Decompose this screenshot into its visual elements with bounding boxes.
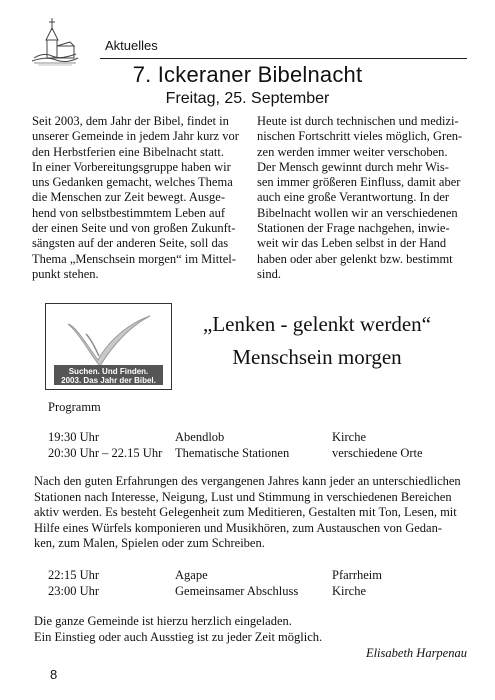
text-line: den Herbstferien eine Bibelnacht statt. <box>32 144 224 159</box>
text-line: Thema „Menschsein morgen“ im Mittel- <box>32 251 236 266</box>
motto-line-2: Menschsein morgen <box>232 345 402 369</box>
article-subtitle: Freitag, 25. September <box>165 90 330 107</box>
text-line: uns Gedanken gemacht, welches Thema <box>32 175 233 190</box>
text-line: sen immer größeren Einfluss, damit aber <box>257 175 461 190</box>
schedule-row <box>48 568 468 584</box>
text-line: Nach den guten Erfahrungen des vergangenen Jahres kann jeder an unterschiedlichen <box>34 474 461 488</box>
text-line: aktiv werden. Es besteht Gelegenheit zum Meditieren, Gestalten mit Ton, Lesen, mit <box>34 505 457 519</box>
bible-year-badge <box>45 303 172 390</box>
text-line: Ein Einstieg oder auch Ausstieg ist zu jeder Zeit möglich. <box>34 629 323 644</box>
text-line: Bibelnacht wollen wir an verschiedenen <box>257 205 458 220</box>
schedule-time: 19:30 Uhr <box>48 430 100 444</box>
schedule-activity: Thematische Stationen <box>175 445 290 460</box>
schedule-place: Kirche <box>332 430 367 444</box>
schedule-place: Pfarrheim <box>332 568 382 582</box>
text-line: zen werden immer weiter verschoben. <box>257 144 448 159</box>
schedule-activity: Agape <box>175 568 208 582</box>
intro-column-right <box>257 114 470 282</box>
program-heading: Programm <box>48 400 101 414</box>
text-line: ken, zum Malen, Spielen oder zum Schreiben. <box>34 536 265 550</box>
section-label: Aktuelles <box>105 38 158 53</box>
schedule-place: Kirche <box>332 583 367 598</box>
intro-column-left <box>32 114 246 282</box>
badge-line-1: Suchen. Und Finden. <box>68 367 149 376</box>
text-line: sind. <box>257 266 281 281</box>
schedule-row <box>48 446 468 462</box>
schedule-time: 22:15 Uhr <box>48 568 100 582</box>
text-line: sängsten auf der anderen Seite, soll das <box>32 236 229 251</box>
schedule-time: 23:00 Uhr <box>48 583 100 598</box>
schedule-row <box>48 584 468 600</box>
schedule-block-2 <box>48 568 468 602</box>
page-number: 8 <box>50 667 58 682</box>
text-line: weit wir das Leben selbst in der Hand <box>257 236 447 251</box>
schedule-activity: Gemeinsamer Abschluss <box>175 583 299 598</box>
schedule-row <box>48 430 468 446</box>
text-line: Stationen nach Interesse, Neigung, Lust und Stimmung in verschiedenen Bereichen <box>34 489 452 504</box>
text-line: In einer Vorbereitungsgruppe haben wir <box>32 159 231 174</box>
schedule-time: 20:30 Uhr – 22.15 Uhr <box>48 445 163 460</box>
schedule-block-1 <box>48 430 468 464</box>
text-line: unserer Gemeinde in jedem Jahr kurz vor <box>32 129 239 144</box>
text-line: Der Mensch gewinnt durch mehr Wis- <box>257 159 449 174</box>
text-line: punkt stehen. <box>32 266 99 281</box>
article-title: 7. Ickeraner Bibelnacht <box>132 62 363 87</box>
text-line: Stationen der Frage nachgehen, inwie- <box>257 221 450 236</box>
text-line: Die ganze Gemeinde ist hierzu herzlich eingeladen. <box>34 614 292 628</box>
text-line: die Menschen zur Zeit bewegt. Ausge- <box>32 190 225 205</box>
text-line: Hilfe eines Würfels komponieren und Musikhören, zum Austauschen von Gedan- <box>34 520 443 535</box>
text-line: auch eine große Verantwortung. In der <box>257 190 450 205</box>
text-line: hend von selbstbestimmtem Leben auf <box>32 205 226 220</box>
text-line: nischen Fortschritt vieles möglich, Gren- <box>257 129 463 144</box>
badge-line-2: 2003. Das Jahr der Bibel. <box>61 376 156 385</box>
description-paragraph <box>34 474 468 552</box>
church-logo-icon <box>30 16 80 68</box>
schedule-activity: Abendlob <box>175 430 225 444</box>
schedule-place: verschiedene Orte <box>332 445 423 460</box>
closing-text <box>34 614 468 645</box>
author-signature: Elisabeth Harpenau <box>365 646 467 660</box>
text-line: haben oder aber gelenkt bzw. bestimmt <box>257 251 453 266</box>
text-line: der einen Seite und von großen Zukunft- <box>32 221 236 236</box>
header-rule <box>100 58 467 59</box>
text-line: Seit 2003, dem Jahr der Bibel, findet in <box>32 114 229 128</box>
text-line: Heute ist durch technischen und medizi- <box>257 114 459 128</box>
motto-line-1: „Lenken - gelenkt werden“ <box>203 312 431 336</box>
